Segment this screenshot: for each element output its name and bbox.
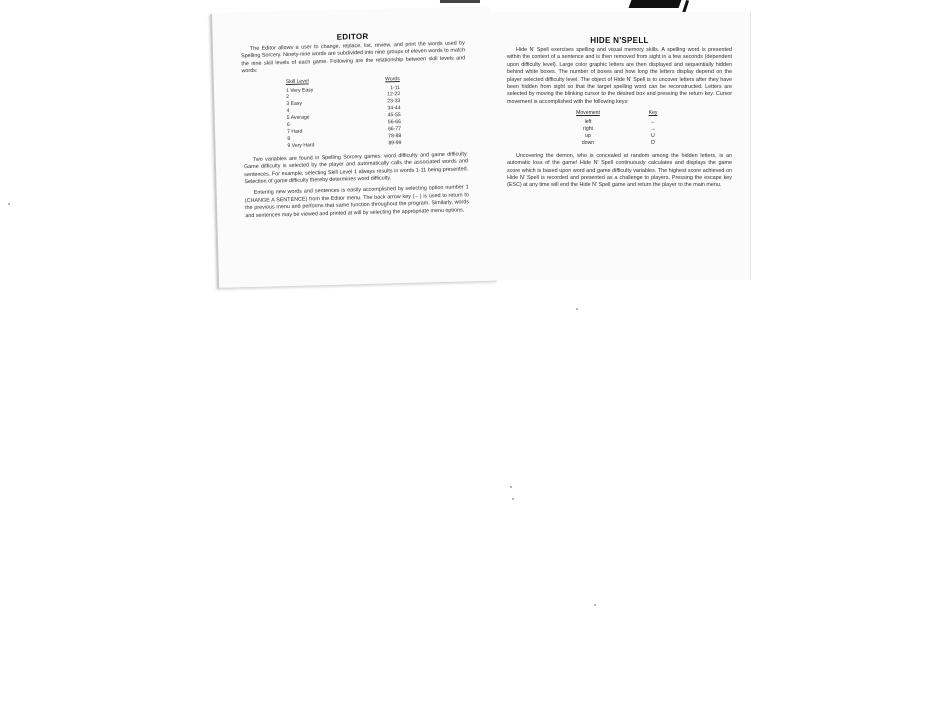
skill-level-cell: 8 <box>287 135 291 142</box>
words-range-cell: 56-66 <box>387 119 401 126</box>
hide-n-spell-heading: HIDE N'SPELL <box>590 36 649 45</box>
dust-speck <box>510 486 512 488</box>
editor-page <box>210 7 497 289</box>
hide-n-spell-column <box>507 36 732 194</box>
key-header: Key <box>648 110 658 117</box>
skill-level-table <box>242 74 468 151</box>
words-range-cell: 45-55 <box>387 112 401 119</box>
key-cell: U <box>651 132 655 139</box>
editor-heading: EDITOR <box>336 31 369 42</box>
table-row <box>553 140 732 147</box>
words-header: Words <box>385 75 400 83</box>
words-range-cell: 78-88 <box>388 132 402 140</box>
movement-header: Movement <box>576 110 600 117</box>
words-range-cell: 34-44 <box>387 105 401 112</box>
dust-speck <box>594 604 596 606</box>
hide-n-spell-intro-paragraph: Hide N' Spell exercises spelling and visual memory skills. A spelling word is presented within the context of a sentence and is then removed from sight in a few seconds (dependent upon difficulty level). Large color graphic letters are then displayed and sequentially hidden behind white boxes. The number of boxes and how long the letters display depend on the player selected difficulty level. The object of Hide N' Spell is to uncover letters after they have been hidden from sight so that the target spelling word can be reconstructed. Letters are selected by moving the blinking cursor to the desired box and pressing the return key. Cursor movement is accomplished with the following keys: <box>507 47 732 105</box>
scan-edge-mark <box>629 0 682 8</box>
words-range-cell: 23-33 <box>387 98 401 105</box>
skill-level-cell: 3 Easy <box>286 100 303 108</box>
key-cell: ← <box>650 119 656 126</box>
skill-level-cell: 2 <box>286 94 290 101</box>
words-range-cell: 66-77 <box>387 126 402 133</box>
key-cell: D <box>651 139 655 146</box>
dust-speck <box>512 498 514 500</box>
movement-cell: down <box>581 139 595 146</box>
table-row <box>553 119 732 126</box>
editor-variables-paragraph: Two variables are found in Spelling Sorcery games: word difficulty and game difficulty. Game difficulty is selected by the player and automatically calls the associated words and sentences. For example, selecting Skill Level 1 always results in words 1-11 being presented. Selection of game difficulty thereby determines word difficulty. <box>243 150 469 186</box>
movement-cell: right <box>583 126 593 133</box>
skill-level-cell: 7 Hard <box>287 128 303 135</box>
skill-level-header: Skill Level <box>285 78 309 85</box>
dust-speck <box>8 203 10 205</box>
dust-speck <box>576 308 578 310</box>
hide-n-spell-page <box>488 12 751 280</box>
editor-intro-paragraph: The Editor allows a user to change, replace, list, review, and print the words used by Spelling Sorcery. Ninety-nine words are subdivided into nine groups of eleven words to match the nine skill levels of each game. Following are the relationship between skill levels and words: <box>241 40 466 75</box>
hide-n-spell-scoring-paragraph: Uncovering the demon, who is concealed at random among the hidden letters, is an automatic loss of the game! Hide N' Spell continuously calculates and displays the game score which is based upon word and game difficulty variables. The highest score achieved on Hide N' Spell is recorded and presented as a challenge to players. Pressing the escape key (ESC) at any time will end the Hide N' Spell game and return the player to the main menu. <box>507 152 732 189</box>
key-table-header <box>553 110 732 117</box>
movement-cell: left <box>584 119 592 126</box>
table-row <box>553 126 732 133</box>
skill-level-cell: 6 <box>286 122 290 129</box>
skill-level-cell: 4 <box>286 108 290 115</box>
editor-column <box>241 29 470 224</box>
key-cell: → <box>650 126 656 133</box>
cursor-key-table <box>507 110 732 147</box>
words-range-cell: 1-11 <box>390 84 401 91</box>
skill-level-cell: 9 Very Hard <box>287 142 315 149</box>
skill-level-cell: 1 Very Easy <box>285 86 314 94</box>
scan-edge-mark <box>440 0 480 3</box>
words-range-cell: 89-99 <box>388 139 402 147</box>
table-row <box>553 133 732 140</box>
skill-level-cell: 5 Average <box>286 114 310 122</box>
editor-entering-paragraph: Entering new words and sentences is easily accomplished by selecting option number 1 (CHANGE A SENTENCE) from the Editor menu. The back arrow key (←) is used to return to the previous menu and performs that same function throughout the program. Similarly, words and sentences may be viewed and printed at will by selecting the appropriate menu options. <box>244 184 470 219</box>
words-range-cell: 12-22 <box>387 91 401 98</box>
movement-cell: up <box>585 132 591 139</box>
